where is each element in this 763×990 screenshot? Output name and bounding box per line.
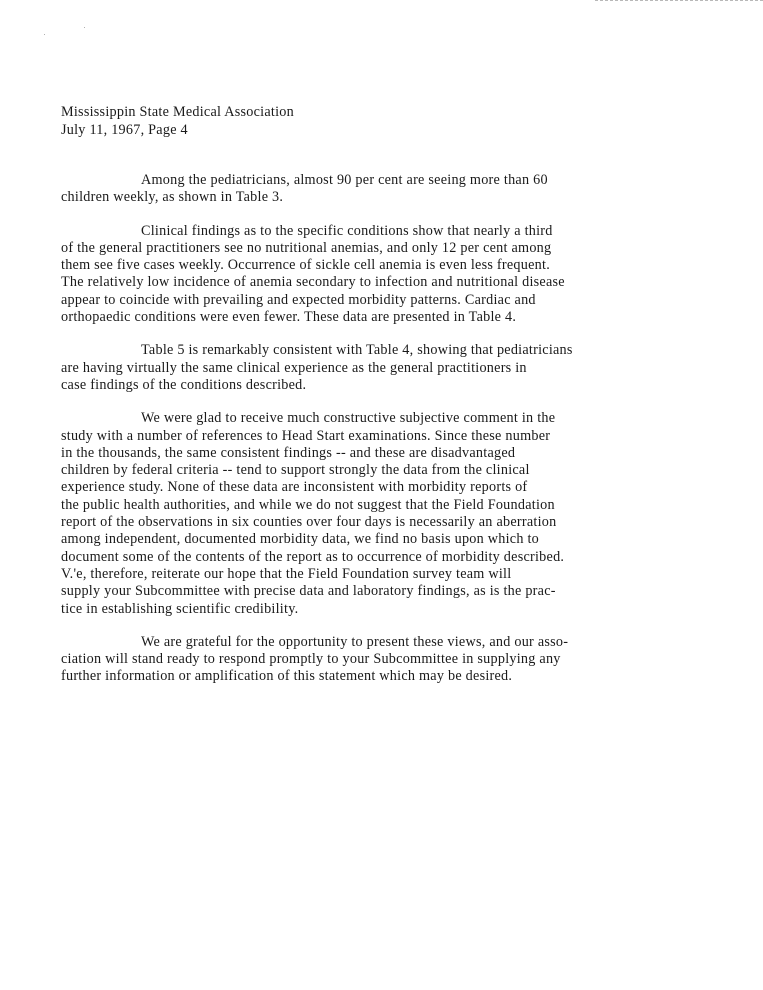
paragraph-line: in the thousands, the same consistent findings -- and these are disadvantaged (61, 444, 516, 461)
paragraph-line: case findings of the conditions described. (61, 376, 307, 393)
paragraph-line: orthopaedic conditions were even fewer. These data are presented in Table 4. (61, 309, 517, 326)
paragraph-1 (61, 172, 721, 207)
scan-speck (84, 27, 85, 28)
paragraph-line: among independent, documented morbidity data, we find no basis upon which to (61, 531, 540, 548)
paragraph-line: We are grateful for the opportunity to present these views, and our asso- (141, 633, 569, 650)
paragraph-line: children weekly, as shown in Table 3. (61, 189, 284, 206)
paragraph-line: ciation will stand ready to respond promptly to your Subcommittee in supplying any (61, 651, 561, 668)
paragraph-line: are having virtually the same clinical experience as the general practitioners in (61, 359, 527, 376)
paragraph-line: the public health authorities, and while we do not suggest that the Field Foundation (61, 496, 555, 513)
paragraph-line: them see five cases weekly. Occurrence of sickle cell anemia is even less frequent. (61, 257, 550, 274)
paragraph-2 (61, 223, 721, 327)
paragraph-line: study with a number of references to Head Start examinations. Since these number (61, 427, 551, 444)
top-edge-dotted-mark (595, 0, 763, 1)
header-date-page: July 11, 1967, Page 4 (61, 122, 188, 138)
paragraph-line: Table 5 is remarkably consistent with Table 4, showing that pediatricians (141, 342, 573, 359)
paragraph-line: appear to coincide with prevailing and expected morbidity patterns. Cardiac and (61, 291, 536, 308)
header-organization: Mississippin State Medical Association (61, 104, 294, 120)
paragraph-line: of the general practitioners see no nutritional anemias, and only 12 per cent among (61, 239, 552, 256)
paragraph-5 (61, 634, 721, 686)
paragraph-line: We were glad to receive much constructive subjective comment in the (141, 410, 556, 427)
paragraph-line: Among the pediatricians, almost 90 per cent are seeing more than 60 (141, 172, 548, 188)
paragraph-line: supply your Subcommittee with precise data and laboratory findings, as is the prac- (61, 583, 556, 600)
paragraph-line: V.'e, therefore, reiterate our hope that the Field Foundation survey team will (61, 565, 512, 582)
paragraph-line: document some of the contents of the report as to occurrence of morbidity described. (61, 548, 565, 565)
paragraph-line: further information or amplification of this statement which may be desired. (61, 668, 513, 685)
paragraph-line: Clinical findings as to the specific conditions show that nearly a third (141, 222, 553, 239)
paragraph-line: tice in establishing scientific credibility. (61, 600, 299, 617)
paragraph-line: The relatively low incidence of anemia secondary to infection and nutritional disease (61, 274, 565, 291)
paragraph-3 (61, 342, 721, 394)
paragraph-line: children by federal criteria -- tend to support strongly the data from the clinical (61, 462, 530, 479)
letter-header (61, 103, 294, 139)
paragraph-4 (61, 410, 721, 618)
paragraph-line: report of the observations in six counties over four days is necessarily an aberration (61, 514, 557, 531)
letter-body (61, 172, 721, 702)
scan-speck (44, 34, 45, 35)
paragraph-line: experience study. None of these data are inconsistent with morbidity reports of (61, 479, 528, 496)
